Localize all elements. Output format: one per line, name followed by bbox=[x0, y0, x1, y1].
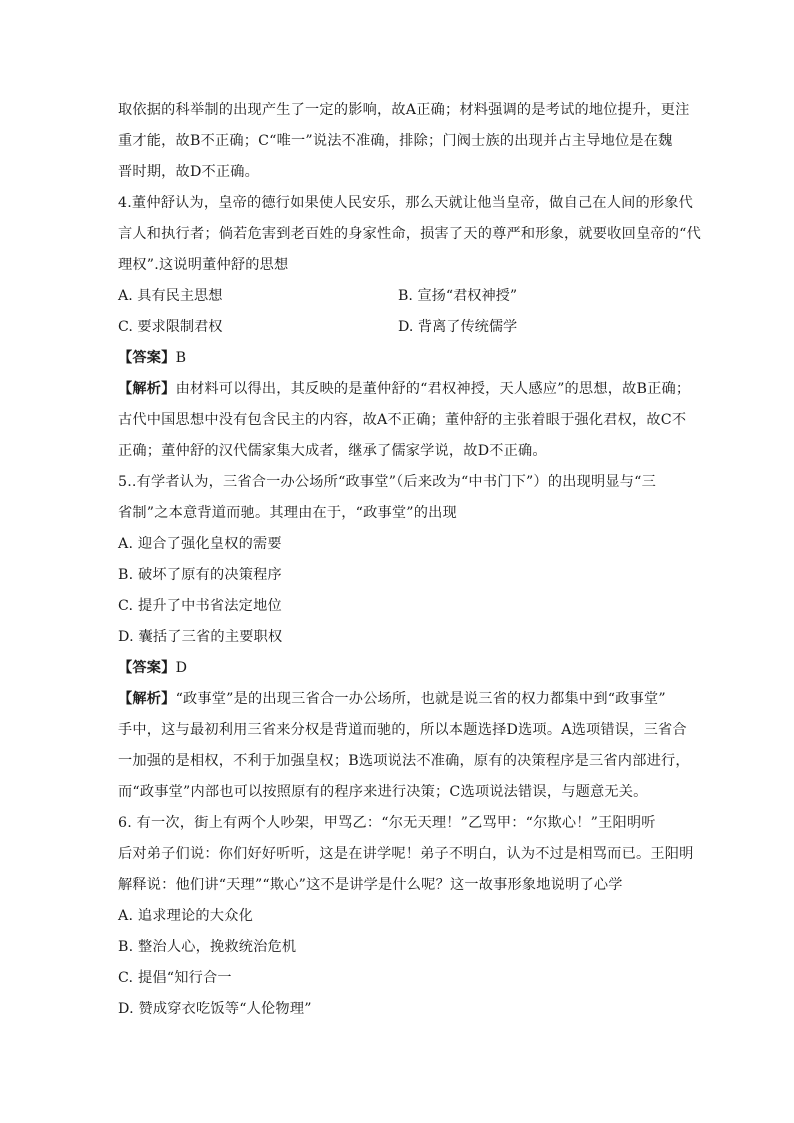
q5-answer-label: 【答案】 bbox=[118, 660, 176, 676]
q3-tail-line-3: 晋时期，故D不正确。 bbox=[118, 164, 260, 180]
q5-stem-line-2: 省制”之本意背道而驰。其理由在于，“政事堂”的出现 bbox=[118, 505, 457, 521]
q4-answer-value: B bbox=[175, 350, 187, 366]
q4-answer-label: 【答案】 bbox=[118, 350, 176, 366]
q6-stem-line-3: 解释说：他们讲“天理”“欺心”这不是讲学是什么呢？这一故事形象地说明了心学 bbox=[118, 877, 623, 893]
q4-stem-line-3: 理权”.这说明董仲舒的思想 bbox=[118, 257, 289, 273]
q5-option-a: A. 迎合了强化皇权的需要 bbox=[118, 536, 282, 552]
q5-stem-line-1: 5..有学者认为，三省合一办公场所“政事堂”（后来改为“中书门下”）的出现明显与“三 bbox=[118, 474, 656, 490]
q4-answer bbox=[118, 343, 678, 374]
q4-option-a: A. 具有民主思想 bbox=[118, 288, 223, 304]
q5-option-d: D. 囊括了三省的主要职权 bbox=[118, 629, 283, 645]
q5-analysis-label: 【解析】 bbox=[118, 691, 176, 707]
q5-analysis-line-2: 手中，这与最初利用三省来分权是背道而驰的，所以本题选择D选项。A选项错误，三省合 bbox=[118, 722, 687, 738]
q5-option-c: C. 提升了中书省法定地位 bbox=[118, 598, 282, 614]
q6-stem-line-2: 后对弟子们说：你们好好听听，这是在讲学呢！弟子不明白，认为不过是相骂而已。王阳明 bbox=[118, 846, 694, 862]
q6-option-b: B. 整治人心，挽救统治危机 bbox=[118, 939, 297, 955]
q4-analysis-label: 【解析】 bbox=[118, 381, 176, 397]
q5-analysis-line-4: 而“政事堂”内部也可以按照原有的程序来进行决策；C选项说法错误，与题意无关。 bbox=[118, 784, 648, 800]
q4-stem-line-2: 言人和执行者；倘若危害到老百姓的身家性命，损害了天的尊严和形象，就要收回皇帝的“代 bbox=[118, 226, 701, 242]
q4-analysis-line-3: 正确；董仲舒的汉代儒家集大成者，继承了儒家学说，故D不正确。 bbox=[118, 443, 547, 459]
q6-stem-line-1: 6. 有一次，街上有两个人吵架，甲骂乙：“尔无天理！”乙骂甲：“尔欺心！”王阳明听 bbox=[118, 815, 656, 831]
q6-option-c: C. 提倡“知行合一 bbox=[118, 970, 232, 986]
q4-stem-line-1: 4.董仲舒认为，皇帝的德行如果使人民安乐，那么天就让他当皇帝，做自己在人间的形象代 bbox=[118, 195, 694, 211]
q3-tail-line-1: 取依据的科举制的出现产生了一定的影响，故A正确；材料强调的是考试的地位提升，更注 bbox=[118, 102, 690, 118]
q4-option-c: C. 要求限制君权 bbox=[118, 319, 223, 335]
q3-tail-line-2: 重才能，故B不正确；C“唯一”说法不准确，排除；门阀士族的出现并占主导地位是在魏 bbox=[118, 133, 673, 149]
q4-analysis-line-1 bbox=[118, 374, 691, 405]
q5-option-b: B. 破坏了原有的决策程序 bbox=[118, 567, 282, 583]
q4-options-row-2 bbox=[118, 312, 678, 343]
q4-option-b: B. 宣扬“君权神授” bbox=[398, 288, 518, 304]
document-content bbox=[118, 95, 701, 1025]
q5-answer bbox=[118, 653, 678, 684]
q6-option-d: D. 赞成穿衣吃饭等“人伦物理” bbox=[118, 1001, 312, 1017]
q5-analysis-line-1 bbox=[118, 684, 678, 715]
q5-answer-value: D bbox=[175, 660, 188, 676]
q4-analysis-line-2: 古代中国思想中没有包含民主的内容，故A不正确；董仲舒的主张着眼于强化君权，故C不 bbox=[118, 412, 687, 428]
q5-analysis-line-3: 一加强的是相权，不利于加强皇权；B选项说法不准确，原有的决策程序是三省内部进行， bbox=[118, 753, 690, 769]
q4-analysis-text-1: 由材料可以得出，其反映的是董仲舒的“君权神授，天人感应”的思想，故B正确； bbox=[175, 381, 691, 397]
q4-option-d: D. 背离了传统儒学 bbox=[398, 319, 518, 335]
q5-analysis-text-1: “政事堂”是的出现三省合一办公场所，也就是说三省的权力都集中到“政事堂” bbox=[175, 691, 666, 707]
q4-options-row-1 bbox=[118, 281, 678, 312]
q6-option-a: A. 追求理论的大众化 bbox=[118, 908, 253, 924]
